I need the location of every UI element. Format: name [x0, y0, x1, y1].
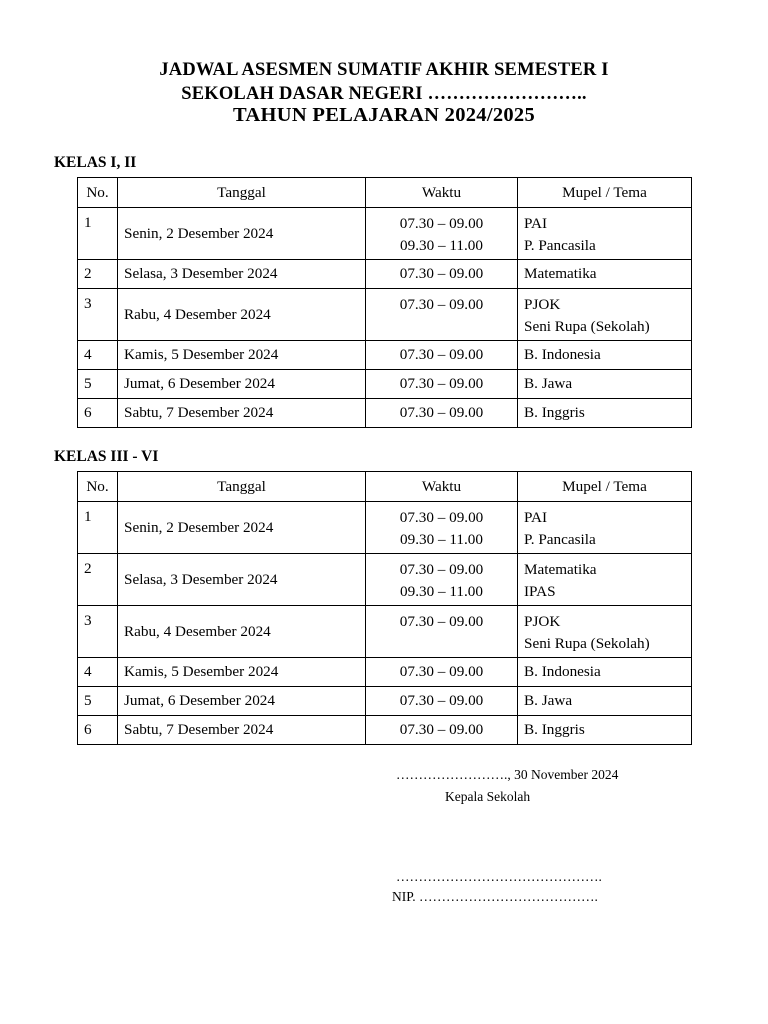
row-number: 1 — [78, 502, 118, 554]
subject-name: Seni Rupa (Sekolah) — [524, 635, 650, 652]
subject-name: Matematika — [524, 265, 597, 282]
time-slot: 07.30 – 09.00 — [399, 346, 484, 363]
row-date: Rabu, 4 Desember 2024 — [118, 289, 366, 341]
table-row — [78, 554, 692, 606]
table-row — [78, 370, 692, 399]
column-header-time: Waktu — [366, 178, 518, 208]
row-number: 5 — [78, 687, 118, 716]
table-row — [78, 606, 692, 658]
subject-name: B. Inggris — [524, 404, 585, 421]
row-number: 6 — [78, 399, 118, 428]
row-time — [366, 606, 518, 658]
time-slot: 07.30 – 09.00 — [399, 692, 484, 709]
subject-name: P. Pancasila — [524, 237, 596, 254]
row-time — [366, 687, 518, 716]
subject-name: B. Inggris — [524, 721, 585, 738]
signature-nip: NIP. …………………………………. — [392, 889, 598, 904]
table-row — [78, 658, 692, 687]
table-row — [78, 208, 692, 260]
row-subject — [518, 502, 692, 554]
column-header-no: No. — [78, 178, 118, 208]
row-date: Selasa, 3 Desember 2024 — [118, 260, 366, 289]
row-number: 1 — [78, 208, 118, 260]
document-title: JADWAL ASESMEN SUMATIF AKHIR SEMESTER I — [159, 60, 609, 80]
row-time — [366, 260, 518, 289]
row-date: Jumat, 6 Desember 2024 — [118, 687, 366, 716]
subject-name: PAI — [524, 509, 548, 526]
row-number: 2 — [78, 260, 118, 289]
table-row — [78, 260, 692, 289]
row-subject — [518, 658, 692, 687]
time-slot: 07.30 – 09.00 — [399, 375, 484, 392]
subject-name: PAI — [524, 215, 548, 232]
schedule-table-kelas-1-2 — [77, 177, 692, 428]
time-slot: 07.30 – 09.00 — [399, 561, 484, 578]
schedule-table-kelas-3-6 — [77, 471, 692, 745]
academic-year-line: TAHUN PELAJARAN 2024/2025 — [232, 104, 536, 126]
row-number: 6 — [78, 716, 118, 745]
time-slot: 07.30 – 09.00 — [399, 265, 484, 282]
column-header-no: No. — [78, 472, 118, 502]
row-time — [366, 554, 518, 606]
time-slot: 07.30 – 09.00 — [399, 663, 484, 680]
section-title-kelas-1-2: KELAS I, II — [54, 154, 137, 171]
row-number: 4 — [78, 658, 118, 687]
row-date: Sabtu, 7 Desember 2024 — [118, 399, 366, 428]
school-name-line: SEKOLAH DASAR NEGERI …………………….. — [181, 84, 587, 104]
row-subject — [518, 606, 692, 658]
row-number: 2 — [78, 554, 118, 606]
signature-name-line: ………………………………………. — [396, 869, 602, 884]
row-date: Jumat, 6 Desember 2024 — [118, 370, 366, 399]
subject-name: PJOK — [524, 613, 561, 630]
subject-name: B. Indonesia — [524, 346, 601, 363]
table-row — [78, 687, 692, 716]
row-time — [366, 208, 518, 260]
row-date: Rabu, 4 Desember 2024 — [118, 606, 366, 658]
subject-name: B. Jawa — [524, 692, 573, 709]
subject-name: B. Indonesia — [524, 663, 601, 680]
section-title-kelas-3-6: KELAS III - VI — [54, 448, 159, 465]
row-time — [366, 502, 518, 554]
column-header-subject: Mupel / Tema — [518, 472, 692, 502]
row-date: Selasa, 3 Desember 2024 — [118, 554, 366, 606]
time-slot: 07.30 – 09.00 — [399, 509, 484, 526]
row-number: 4 — [78, 341, 118, 370]
time-slot — [372, 633, 511, 655]
table-row — [78, 341, 692, 370]
row-date: Senin, 2 Desember 2024 — [118, 502, 366, 554]
subject-name: PJOK — [524, 296, 561, 313]
row-date: Sabtu, 7 Desember 2024 — [118, 716, 366, 745]
row-number: 3 — [78, 289, 118, 341]
column-header-date: Tanggal — [118, 472, 366, 502]
row-number: 3 — [78, 606, 118, 658]
row-subject — [518, 341, 692, 370]
table-header-row — [78, 472, 692, 502]
row-subject — [518, 687, 692, 716]
row-time — [366, 716, 518, 745]
row-subject — [518, 716, 692, 745]
time-slot: 09.30 – 11.00 — [400, 531, 483, 548]
subject-name: P. Pancasila — [524, 531, 596, 548]
row-time — [366, 289, 518, 341]
row-subject — [518, 399, 692, 428]
table-row — [78, 716, 692, 745]
row-date: Kamis, 5 Desember 2024 — [118, 658, 366, 687]
row-subject — [518, 289, 692, 341]
time-slot: 07.30 – 09.00 — [399, 296, 484, 313]
table-row — [78, 289, 692, 341]
subject-name: IPAS — [524, 583, 556, 600]
time-slot — [372, 316, 511, 338]
column-header-time: Waktu — [366, 472, 518, 502]
signature-role: Kepala Sekolah — [445, 789, 531, 804]
time-slot: 07.30 – 09.00 — [399, 613, 484, 630]
row-date: Senin, 2 Desember 2024 — [118, 208, 366, 260]
row-time — [366, 399, 518, 428]
time-slot: 07.30 – 09.00 — [399, 215, 484, 232]
table-row — [78, 502, 692, 554]
row-subject — [518, 260, 692, 289]
signature-place-date: ……………………., 30 November 2024 — [396, 767, 619, 782]
time-slot: 09.30 – 11.00 — [400, 583, 483, 600]
column-header-subject: Mupel / Tema — [518, 178, 692, 208]
row-time — [366, 658, 518, 687]
table-header-row — [78, 178, 692, 208]
row-date: Kamis, 5 Desember 2024 — [118, 341, 366, 370]
row-number: 5 — [78, 370, 118, 399]
subject-name: Matematika — [524, 561, 597, 578]
row-time — [366, 370, 518, 399]
time-slot: 07.30 – 09.00 — [399, 404, 484, 421]
subject-name: Seni Rupa (Sekolah) — [524, 318, 650, 335]
row-subject — [518, 554, 692, 606]
row-time — [366, 341, 518, 370]
row-subject — [518, 208, 692, 260]
row-subject — [518, 370, 692, 399]
time-slot: 07.30 – 09.00 — [399, 721, 484, 738]
table-row — [78, 399, 692, 428]
subject-name: B. Jawa — [524, 375, 573, 392]
column-header-date: Tanggal — [118, 178, 366, 208]
time-slot: 09.30 – 11.00 — [400, 237, 483, 254]
